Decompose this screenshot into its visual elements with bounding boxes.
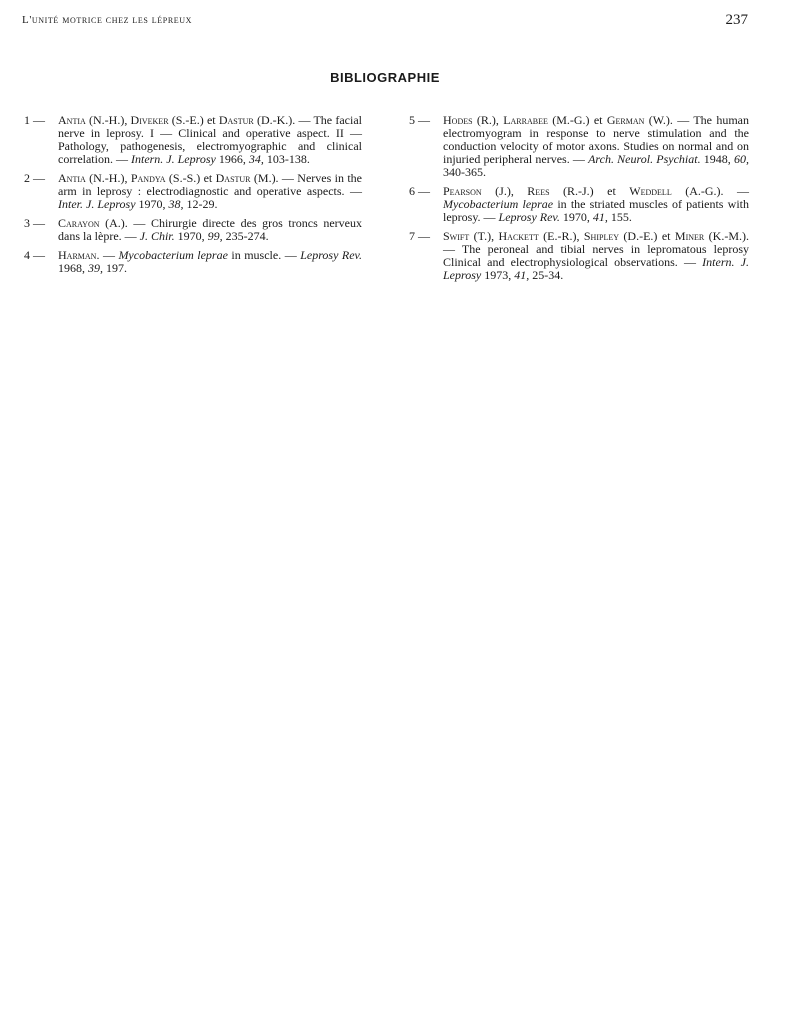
- reference-italic-text: 60,: [734, 152, 749, 166]
- reference-italic-text: Mycobacterium leprae: [443, 197, 554, 211]
- reference-text-segment: (S.-S.) et: [165, 171, 216, 185]
- reference-text-segment: (E.-R.),: [538, 229, 584, 243]
- reference-text-segment: (D.-E.) et: [619, 229, 675, 243]
- reference-number: 2 —: [24, 171, 45, 185]
- reference-text-segment: (S.-E.) et: [168, 113, 219, 127]
- reference-italic-text: Leprosy Rev.: [300, 248, 362, 262]
- reference-text-segment: 235-274.: [222, 229, 269, 243]
- reference-text-segment: (A.). — Chirurgie directe des gros troncs nerveux dans la lèpre. —: [58, 216, 362, 243]
- reference-item: [409, 185, 749, 224]
- reference-text-segment: 197.: [103, 261, 127, 275]
- reference-author-name: Miner: [674, 229, 705, 243]
- reference-item: [24, 114, 362, 166]
- reference-text-segment: 155.: [607, 210, 632, 224]
- reference-italic-text: Arch. Neurol. Psychiat.: [588, 152, 701, 166]
- reference-author-name: Antia: [58, 171, 86, 185]
- reference-author-name: Swift: [443, 229, 470, 243]
- reference-italic-text: Intern. J. Leprosy: [130, 152, 216, 166]
- reference-text-segment: (W.). — The human electromyogram in response to nerve stimulation and the conduction velocity of motor axons. Studies on normal and on injuried peripheral nerves. —: [443, 113, 749, 166]
- reference-text: [58, 114, 362, 166]
- reference-italic-text: 39,: [88, 261, 103, 275]
- reference-text-segment: 1973,: [481, 268, 515, 282]
- reference-italic-text: Intern. J. Leprosy: [443, 255, 750, 282]
- reference-text-segment: (K.-M.). — The peroneal and tibial nerves in lepromatous leprosy Clinical and electrophysiological observations. —: [443, 229, 749, 269]
- reference-number: 6 —: [409, 184, 430, 198]
- reference-number: 1 —: [24, 113, 45, 127]
- reference-author-name: Dastur: [215, 171, 251, 185]
- reference-text-segment: 12-29.: [183, 197, 218, 211]
- reference-text-segment: (R.-J.) et: [549, 184, 630, 198]
- reference-number: 7 —: [409, 229, 430, 243]
- reference-text-segment: 1966,: [215, 152, 249, 166]
- reference-text-segment: 25-34.: [529, 268, 564, 282]
- reference-author-name: Carayon: [58, 216, 100, 230]
- section-title: BIBLIOGRAPHIE: [330, 70, 440, 85]
- reference-text-segment: (T.),: [469, 229, 499, 243]
- reference-italic-text: 41,: [514, 268, 530, 282]
- reference-italic-text: 38,: [168, 197, 184, 211]
- running-head: L'unité motrice chez les lépreux: [22, 14, 193, 26]
- reference-text-segment: 1948,: [700, 152, 734, 166]
- reference-author-name: Dastur: [218, 113, 254, 127]
- reference-text-segment: (J.),: [481, 184, 528, 198]
- reference-text: [443, 185, 749, 224]
- bibliography-column-left: [24, 114, 362, 281]
- reference-text: [443, 114, 749, 179]
- reference-author-name: Diveker: [130, 113, 169, 127]
- reference-text-segment: (A.-G.). —: [671, 184, 749, 198]
- reference-number: 4 —: [24, 248, 45, 262]
- reference-item: [24, 217, 362, 243]
- page-number: 237: [725, 12, 748, 28]
- reference-author-name: Antia: [58, 113, 86, 127]
- reference-text: [58, 172, 362, 211]
- reference-text-segment: 103-138.: [263, 152, 310, 166]
- reference-author-name: Hodes: [443, 113, 473, 127]
- reference-text-segment: in muscle. —: [227, 248, 301, 262]
- reference-text: [443, 230, 749, 282]
- reference-italic-text: J. Chir.: [139, 229, 175, 243]
- reference-text-segment: (R.),: [472, 113, 504, 127]
- reference-text-segment: 1970,: [559, 210, 593, 224]
- reference-author-name: German: [606, 113, 645, 127]
- reference-item: [409, 114, 749, 179]
- reference-text-segment: 1970,: [174, 229, 208, 243]
- reference-author-name: Hackett: [498, 229, 539, 243]
- reference-text-segment: 1970,: [135, 197, 169, 211]
- reference-text-segment: . —: [96, 248, 119, 262]
- reference-item: [409, 230, 749, 282]
- reference-text-segment: 1968,: [58, 261, 88, 275]
- reference-text-segment: (M.-G.) et: [547, 113, 607, 127]
- reference-italic-text: Leprosy Rev.: [498, 210, 560, 224]
- reference-italic-text: Mycobacterium leprae: [118, 248, 228, 262]
- reference-author-name: Larrabee: [503, 113, 548, 127]
- reference-text: [58, 249, 362, 275]
- bibliography-column-right: [409, 114, 749, 288]
- reference-text-segment: 340-365.: [443, 165, 486, 179]
- reference-italic-text: 34,: [248, 152, 264, 166]
- reference-author-name: Pearson: [443, 184, 482, 198]
- reference-text-segment: (M.). — Nerves in the arm in leprosy : electrodiagnostic and operative aspects. —: [58, 171, 363, 198]
- reference-italic-text: 99,: [207, 229, 223, 243]
- reference-text-segment: in the striated muscles of patients with leprosy. —: [443, 197, 749, 224]
- reference-item: [24, 172, 362, 211]
- reference-author-name: Pandya: [130, 171, 166, 185]
- reference-number: 5 —: [409, 113, 430, 127]
- reference-text-segment: (N.-H.),: [85, 171, 131, 185]
- reference-text-segment: (N.-H.),: [85, 113, 131, 127]
- reference-text-segment: (D.-K.). — The facial nerve in leprosy. I — Clinical and operative aspect. II — Pathology, pathogenesis, electromyographic and clinical correlation. —: [58, 113, 362, 166]
- reference-item: [24, 249, 362, 275]
- reference-italic-text: 41,: [592, 210, 608, 224]
- reference-author-name: Weddell: [629, 184, 672, 198]
- reference-author-name: Shipley: [583, 229, 619, 243]
- reference-author-name: Harman: [58, 248, 97, 262]
- reference-text: [58, 217, 362, 243]
- reference-number: 3 —: [24, 216, 45, 230]
- reference-italic-text: Inter. J. Leprosy: [58, 197, 136, 211]
- reference-author-name: Rees: [527, 184, 550, 198]
